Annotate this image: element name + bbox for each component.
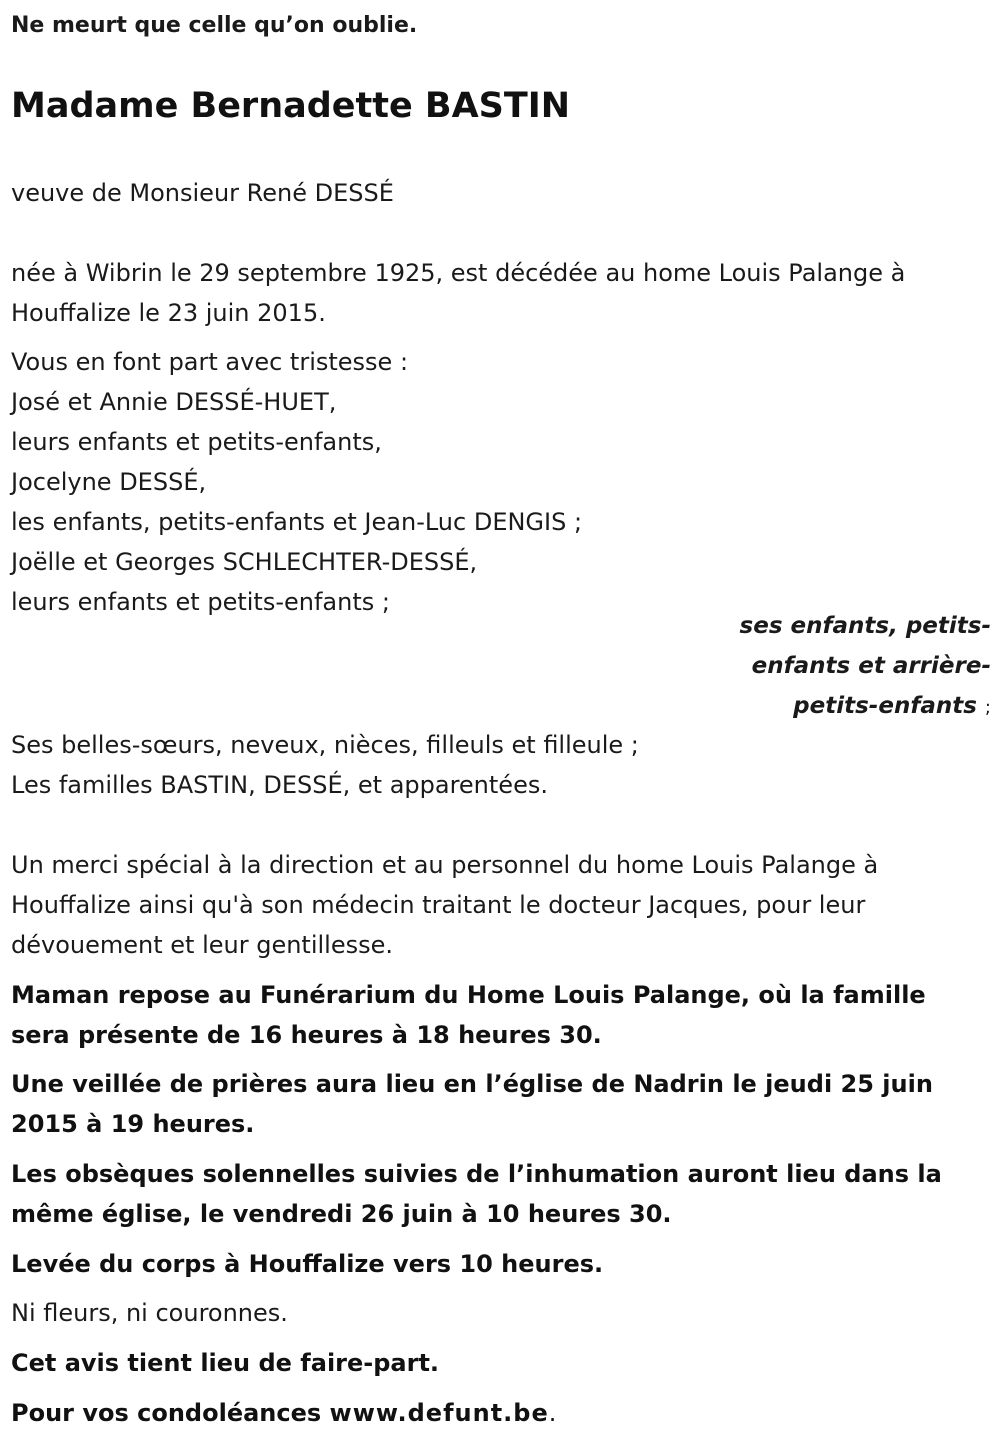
condolences-line [11, 1393, 556, 1433]
family-line: Joëlle et Georges SCHLECHTER-DESSÉ, [11, 548, 478, 576]
motto: Ne meurt que celle qu’on oublie. [11, 13, 418, 38]
thanks-line-3: dévouement et leur gentillesse. [11, 931, 393, 959]
spouse-line: veuve de Monsieur René DESSÉ [11, 179, 394, 207]
condolences-link[interactable]: www.defunt.be [329, 1399, 549, 1427]
thanks-line-1: Un merci spécial à la direction et au personnel du home Louis Palange à [11, 851, 879, 879]
children-note-line-2: enfants et arrière- [751, 653, 991, 679]
thanks-line-2: Houffalize ainsi qu'à son médecin traitant le docteur Jacques, pour leur [11, 891, 866, 919]
funeral-line: 2015 à 19 heures. [11, 1110, 255, 1138]
children-note-line-1: ses enfants, petits- [739, 613, 991, 639]
family-intro: Vous en font part avec tristesse : [11, 348, 409, 376]
funeral-line: Maman repose au Funérarium du Home Louis Palange, où la famille [11, 981, 926, 1009]
family-line: les enfants, petits-enfants et Jean-Luc DENGIS ; [11, 508, 583, 536]
birth-death-line-1: née à Wibrin le 29 septembre 1925, est décédée au home Louis Palange à [11, 259, 906, 287]
condolences-label: Pour vos condoléances [11, 1399, 322, 1427]
no-flowers: Ni fleurs, ni couronnes. [11, 1299, 288, 1327]
family-line: leurs enfants et petits-enfants ; [11, 588, 390, 616]
deceased-name: Madame Bernadette BASTIN [11, 86, 571, 126]
birth-death-line-2: Houffalize le 23 juin 2015. [11, 299, 326, 327]
funeral-line: Levée du corps à Houffalize vers 10 heures. [11, 1250, 604, 1278]
funeral-line: sera présente de 16 heures à 18 heures 30. [11, 1021, 602, 1049]
children-note-punct: ; [984, 697, 991, 718]
funeral-line: Les obsèques solennelles suivies de l’inhumation auront lieu dans la [11, 1160, 942, 1188]
family-line: Jocelyne DESSÉ, [11, 468, 207, 496]
relatives-line-2: Les familles BASTIN, DESSÉ, et apparentées. [11, 771, 548, 799]
family-line: leurs enfants et petits-enfants, [11, 428, 382, 456]
children-note-line-3 [793, 686, 991, 728]
funeral-line: même église, le vendredi 26 juin à 10 heures 30. [11, 1200, 672, 1228]
relatives-line-1: Ses belles-sœurs, neveux, nièces, filleuls et filleule ; [11, 731, 639, 759]
notice-line: Cet avis tient lieu de faire-part. [11, 1349, 440, 1377]
funeral-line: Une veillée de prières aura lieu en l’église de Nadrin le jeudi 25 juin [11, 1070, 933, 1098]
condolences-end: . [548, 1399, 557, 1427]
family-line: José et Annie DESSÉ-HUET, [11, 388, 337, 416]
children-note-text: petits-enfants [793, 693, 977, 719]
